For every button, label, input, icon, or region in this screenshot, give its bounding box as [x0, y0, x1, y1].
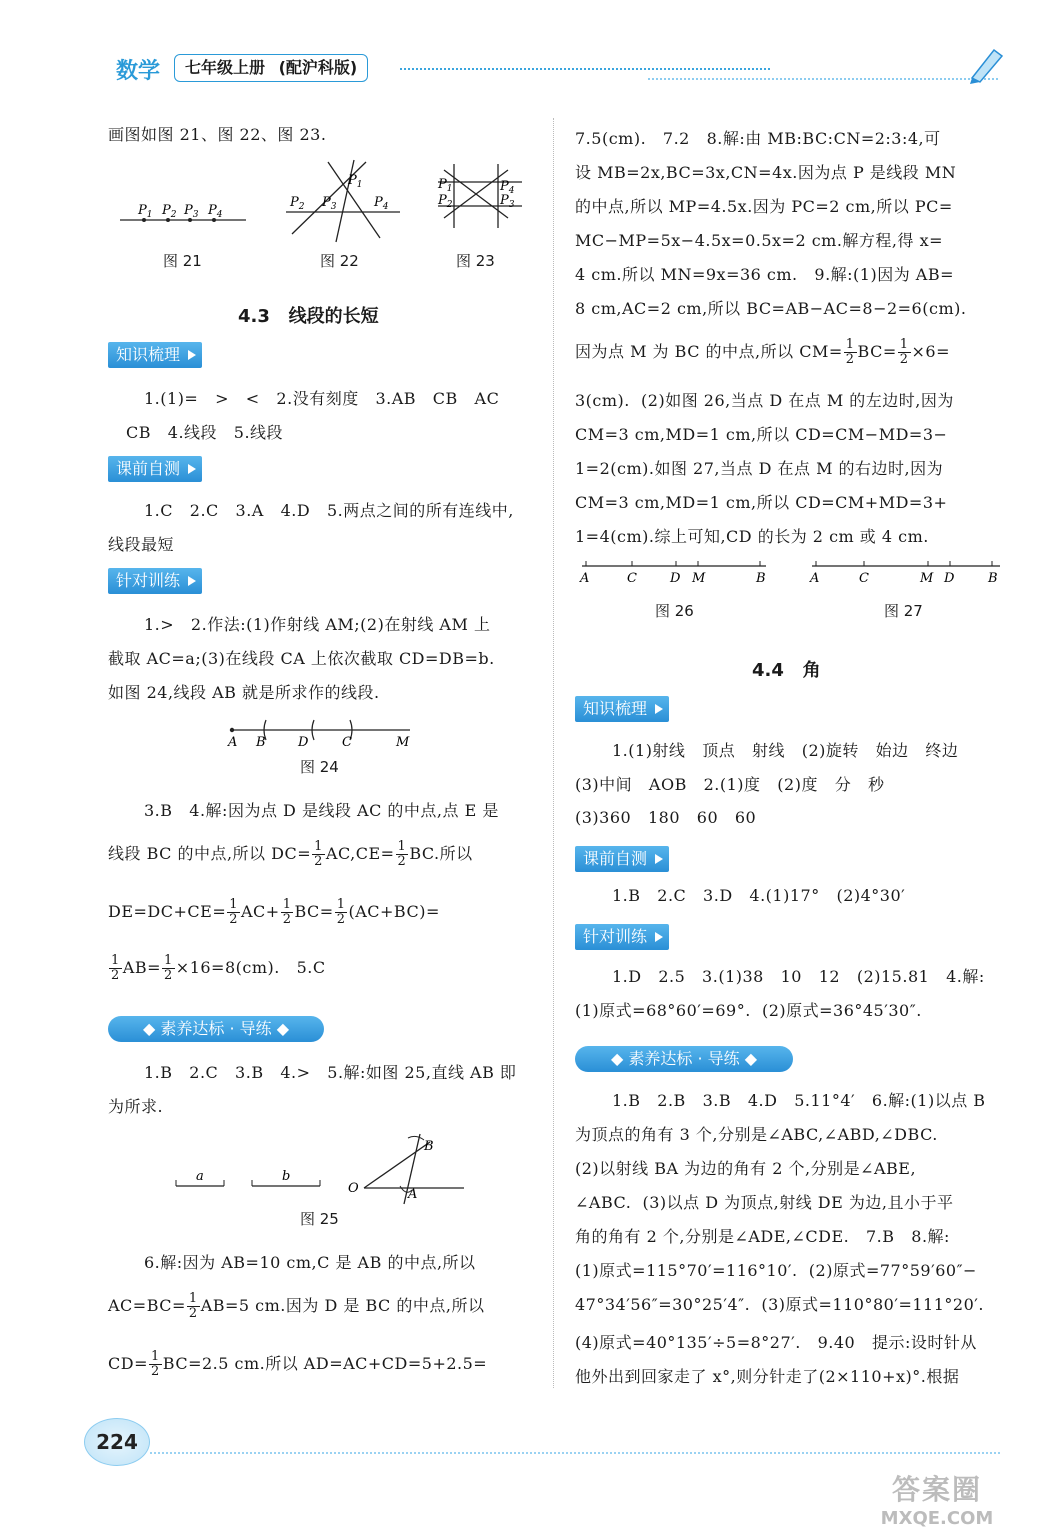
pen-icon [964, 42, 1008, 86]
t6b-text: AC+ [241, 902, 280, 921]
r7b-text: BC= [857, 342, 897, 361]
fraction [312, 840, 325, 869]
right-knowledge-2: (3)中间 AOB 2.(1)度 (2)度 分 秒 [575, 775, 885, 794]
t6d-text: (AC+BC)= [348, 902, 440, 921]
figure-25 [168, 1130, 468, 1206]
pill-literacy-practice-2: ◆ 素养达标 · 导练 ◆ [575, 1046, 793, 1072]
practice-line-3: 6.解:因为 AB=10 cm,C 是 AB 的中点,所以 [144, 1253, 476, 1272]
svg-text:P4: $P_4$ [208, 203, 223, 220]
frac-den: 2 [336, 912, 346, 927]
frac-num: 1 [336, 897, 346, 912]
watermark-logo: 答案圈 [891, 1473, 982, 1506]
right-practice-6: (1)原式=115°70′=116°10′. (2)原式=77°59′60″− [575, 1261, 977, 1280]
fraction [335, 898, 348, 927]
svg-text:P1: $P_1$ [438, 177, 453, 194]
training-line-5 [108, 840, 473, 869]
frac-den: 2 [899, 352, 909, 367]
svg-text:A: A [408, 1187, 418, 1202]
tag-self-test-2: 课前自测 [575, 846, 669, 872]
svg-text:M: M [396, 735, 410, 750]
t6a-text: DE=DC+CE= [108, 902, 227, 921]
section-title-4-4: 4.4 角 [752, 660, 821, 681]
svg-text:O: O [348, 1181, 359, 1196]
training-line-7 [108, 954, 326, 983]
svg-text:a: a [196, 1169, 204, 1184]
training-line-4: 3.B 4.解:因为点 D 是线段 AC 的中点,点 E 是 [144, 801, 499, 820]
tag-self-test: 课前自测 [108, 456, 202, 482]
svg-text:P3: $P_3$ [184, 203, 199, 220]
right-practice-9: 他外出到回家走了 x°,则分针走了(2×110+x)°.根据 [575, 1367, 960, 1386]
svg-text:C: C [342, 735, 352, 750]
frac-den: 2 [229, 912, 238, 927]
svg-text:P3: $P_3$ [322, 195, 337, 212]
grade-label: 七年级上册 [185, 58, 266, 77]
frac-den: 2 [397, 854, 407, 869]
t7b-text: ×16=8(cm). 5.C [175, 958, 326, 977]
edition-label: (配沪科版) [278, 58, 358, 77]
right-line-6: 8 cm,AC=2 cm,所以 BC=AB−AC=8−2=6(cm). [575, 299, 967, 318]
right-line-8: 3(cm). (2)如图 26,当点 D 在点 M 的左边时,因为 [575, 391, 954, 410]
p4b-text: AB=5 cm.因为 D 是 BC 的中点,所以 [200, 1296, 485, 1315]
frac-num: 1 [229, 897, 238, 912]
tag-knowledge-review: 知识梳理 [108, 342, 202, 368]
right-line-5: 4 cm.所以 MN=9x=36 cm. 9.解:(1)因为 AB= [575, 265, 955, 284]
figure-24 [224, 716, 416, 750]
knowledge-line-1: 1.(1)= > < 2.没有刻度 3.AB CB AC [144, 389, 500, 408]
column-divider [553, 118, 554, 1388]
right-practice-4: ∠ABC. (3)以点 D 为顶点,射线 DE 为边,且小于平 [575, 1193, 954, 1212]
fig23-caption: 图 23 [456, 252, 495, 270]
fraction [281, 898, 294, 927]
svg-text:B: B [424, 1139, 434, 1154]
training-line-1: 1.> 2.作法:(1)作射线 AM;(2)在射线 AM 上 [144, 615, 491, 634]
p4a-text: AC=BC= [108, 1296, 186, 1315]
r7c-text: ×6= [911, 342, 950, 361]
p5b-text: BC=2.5 cm.所以 AD=AC+CD=5+2.5= [162, 1354, 488, 1373]
right-training-1: 1.D 2.5 3.(1)38 10 12 (2)15.81 4.解: [612, 967, 985, 986]
header-dotted-line [400, 68, 770, 70]
frac-den: 2 [188, 1306, 198, 1321]
right-line-1: 7.5(cm). 7.2 8.解:由 MB:BC:CN=2:3:4,可 [575, 129, 941, 148]
right-knowledge-1: 1.(1)射线 顶点 射线 (2)旋转 始边 终边 [612, 741, 959, 760]
practice-line-4 [108, 1292, 484, 1321]
frac-num: 1 [282, 897, 292, 912]
tag-targeted-training: 针对训练 [108, 568, 202, 594]
frac-den: 2 [150, 1364, 160, 1379]
svg-text:P2: $P_2$ [290, 195, 305, 212]
tag-targeted-training-2: 针对训练 [575, 924, 669, 950]
fig26-caption: 图 26 [655, 602, 694, 620]
right-line-2: 设 MB=2x,BC=3x,CN=4x.因为点 P 是线段 MN [575, 163, 957, 182]
page-number: 224 [96, 1430, 138, 1454]
right-knowledge-3: (3)360 180 60 60 [575, 808, 757, 827]
svg-text:B: B [756, 571, 766, 586]
t5a-text: 线段 BC 的中点,所以 DC= [108, 844, 312, 863]
right-line-3: 的中点,所以 MP=4.5x.因为 PC=2 cm,所以 PC= [575, 197, 953, 216]
grade-box [174, 54, 368, 82]
t5b-text: AC,CE= [325, 844, 395, 863]
training-line-3: 如图 24,线段 AB 就是所求作的线段. [108, 683, 380, 702]
figure-21 [118, 190, 248, 234]
fig24-caption: 图 24 [300, 758, 339, 776]
right-line-9: CM=3 cm,MD=1 cm,所以 CD=CM−MD=3− [575, 425, 948, 444]
right-practice-2: 为顶点的角有 3 个,分别是∠ABC,∠ABD,∠DBC. [575, 1125, 938, 1144]
r7a-text: 因为点 M 为 BC 的中点,所以 CM= [575, 342, 843, 361]
footer-dotted-line [150, 1452, 1000, 1454]
right-line-7 [575, 338, 950, 367]
intro-text: 画图如图 21、图 22、图 23. [108, 125, 327, 144]
svg-text:A: A [810, 571, 820, 586]
svg-text:P4: $P_4$ [500, 179, 515, 196]
frac-num: 1 [150, 1349, 160, 1364]
t7a-text: AB= [122, 958, 161, 977]
fraction [898, 338, 911, 367]
frac-den: 2 [164, 968, 173, 983]
svg-text:B: B [256, 735, 266, 750]
page-header [108, 52, 1008, 92]
practice-line-5 [108, 1350, 487, 1379]
fraction [149, 1350, 162, 1379]
p5a-text: CD= [108, 1354, 148, 1373]
fig22-caption: 图 22 [320, 252, 359, 270]
right-practice-5: 角的角有 2 个,分别是∠ADE,∠CDE. 7.B 8.解: [575, 1227, 950, 1246]
svg-text:M: M [920, 571, 934, 586]
fraction [396, 840, 409, 869]
svg-text:A: A [580, 571, 590, 586]
right-selftest-1: 1.B 2.C 3.D 4.(1)17° (2)4°30′ [612, 886, 906, 905]
right-line-4: MC−MP=5x−4.5x=0.5x=2 cm.解方程,得 x= [575, 231, 944, 250]
right-line-10: 1=2(cm).如图 27,当点 D 在点 M 的右边时,因为 [575, 459, 944, 478]
knowledge-line-2: CB 4.线段 5.线段 [126, 423, 284, 442]
watermark-url: MXQE.COM [880, 1508, 994, 1529]
subject-label: 数学 [116, 59, 161, 84]
frac-num: 1 [314, 839, 323, 854]
svg-text:D: D [298, 735, 309, 750]
right-practice-8: (4)原式=40°135′÷5=8°27′. 9.40 提示:设时针从 [575, 1333, 977, 1352]
fig27-caption: 图 27 [884, 602, 923, 620]
svg-text:P3: $P_3$ [500, 193, 515, 210]
figure-23 [436, 162, 526, 232]
right-line-11: CM=3 cm,MD=1 cm,所以 CD=CM+MD=3+ [575, 493, 948, 512]
frac-num: 1 [111, 953, 120, 968]
figure-27 [806, 556, 1006, 588]
frac-num: 1 [899, 337, 909, 352]
right-practice-3: (2)以射线 BA 为边的角有 2 个,分别是∠ABE, [575, 1159, 917, 1178]
svg-text:P4: $P_4$ [374, 195, 389, 212]
page-number-badge [84, 1418, 150, 1466]
fraction [227, 898, 240, 927]
fig25-caption: 图 25 [300, 1210, 339, 1228]
svg-text:P1: $P_1$ [138, 203, 153, 220]
watermark [872, 1468, 1002, 1529]
svg-text:D: D [670, 571, 681, 586]
frac-den: 2 [314, 854, 323, 869]
frac-den: 2 [111, 968, 120, 983]
right-practice-7: 47°34′56″=30°25′4″. (3)原式=110°80′=111°20′. [575, 1295, 984, 1314]
training-line-2: 截取 AC=a;(3)在线段 CA 上依次截取 CD=DB=b. [108, 649, 495, 668]
svg-text:C: C [859, 571, 869, 586]
practice-line-1: 1.B 2.C 3.B 4.> 5.解:如图 25,直线 AB 即 [144, 1063, 517, 1082]
svg-text:M: M [692, 571, 706, 586]
fraction [109, 954, 122, 983]
frac-num: 1 [397, 839, 407, 854]
fraction [162, 954, 175, 983]
selftest-line-2: 线段最短 [108, 535, 175, 554]
svg-text:D: D [944, 571, 955, 586]
svg-text:A: A [228, 735, 238, 750]
training-line-6 [108, 898, 440, 927]
figure-26 [576, 556, 776, 588]
svg-text:b: b [282, 1169, 291, 1184]
svg-text:B: B [988, 571, 998, 586]
section-title-4-3: 4.3 线段的长短 [238, 306, 379, 327]
svg-text:P2: $P_2$ [162, 203, 177, 220]
selftest-line-1: 1.C 2.C 3.A 4.D 5.两点之间的所有连线中, [144, 501, 514, 520]
fraction [844, 338, 857, 367]
fraction [187, 1292, 200, 1321]
tag-knowledge-review-2: 知识梳理 [575, 696, 669, 722]
fig21-caption: 图 21 [163, 252, 202, 270]
right-training-2: (1)原式=68°60′=69°. (2)原式=36°45′30″. [575, 1001, 922, 1020]
practice-line-2: 为所求. [108, 1097, 164, 1116]
frac-num: 1 [845, 337, 855, 352]
svg-text:P1: $P_1$ [348, 173, 363, 190]
t5c-text: BC.所以 [409, 844, 473, 863]
frac-num: 1 [188, 1291, 198, 1306]
figure-22 [282, 158, 402, 244]
header-dotted-line-2 [648, 78, 998, 80]
frac-den: 2 [282, 912, 292, 927]
svg-text:P2: $P_2$ [438, 193, 453, 210]
t6c-text: BC= [294, 902, 334, 921]
pill-literacy-practice: ◆ 素养达标 · 导练 ◆ [108, 1016, 324, 1042]
frac-den: 2 [845, 352, 855, 367]
right-practice-1: 1.B 2.B 3.B 4.D 5.11°4′ 6.解:(1)以点 B [612, 1091, 986, 1110]
svg-text:C: C [627, 571, 637, 586]
right-line-12: 1=4(cm).综上可知,CD 的长为 2 cm 或 4 cm. [575, 527, 929, 546]
frac-num: 1 [164, 953, 173, 968]
